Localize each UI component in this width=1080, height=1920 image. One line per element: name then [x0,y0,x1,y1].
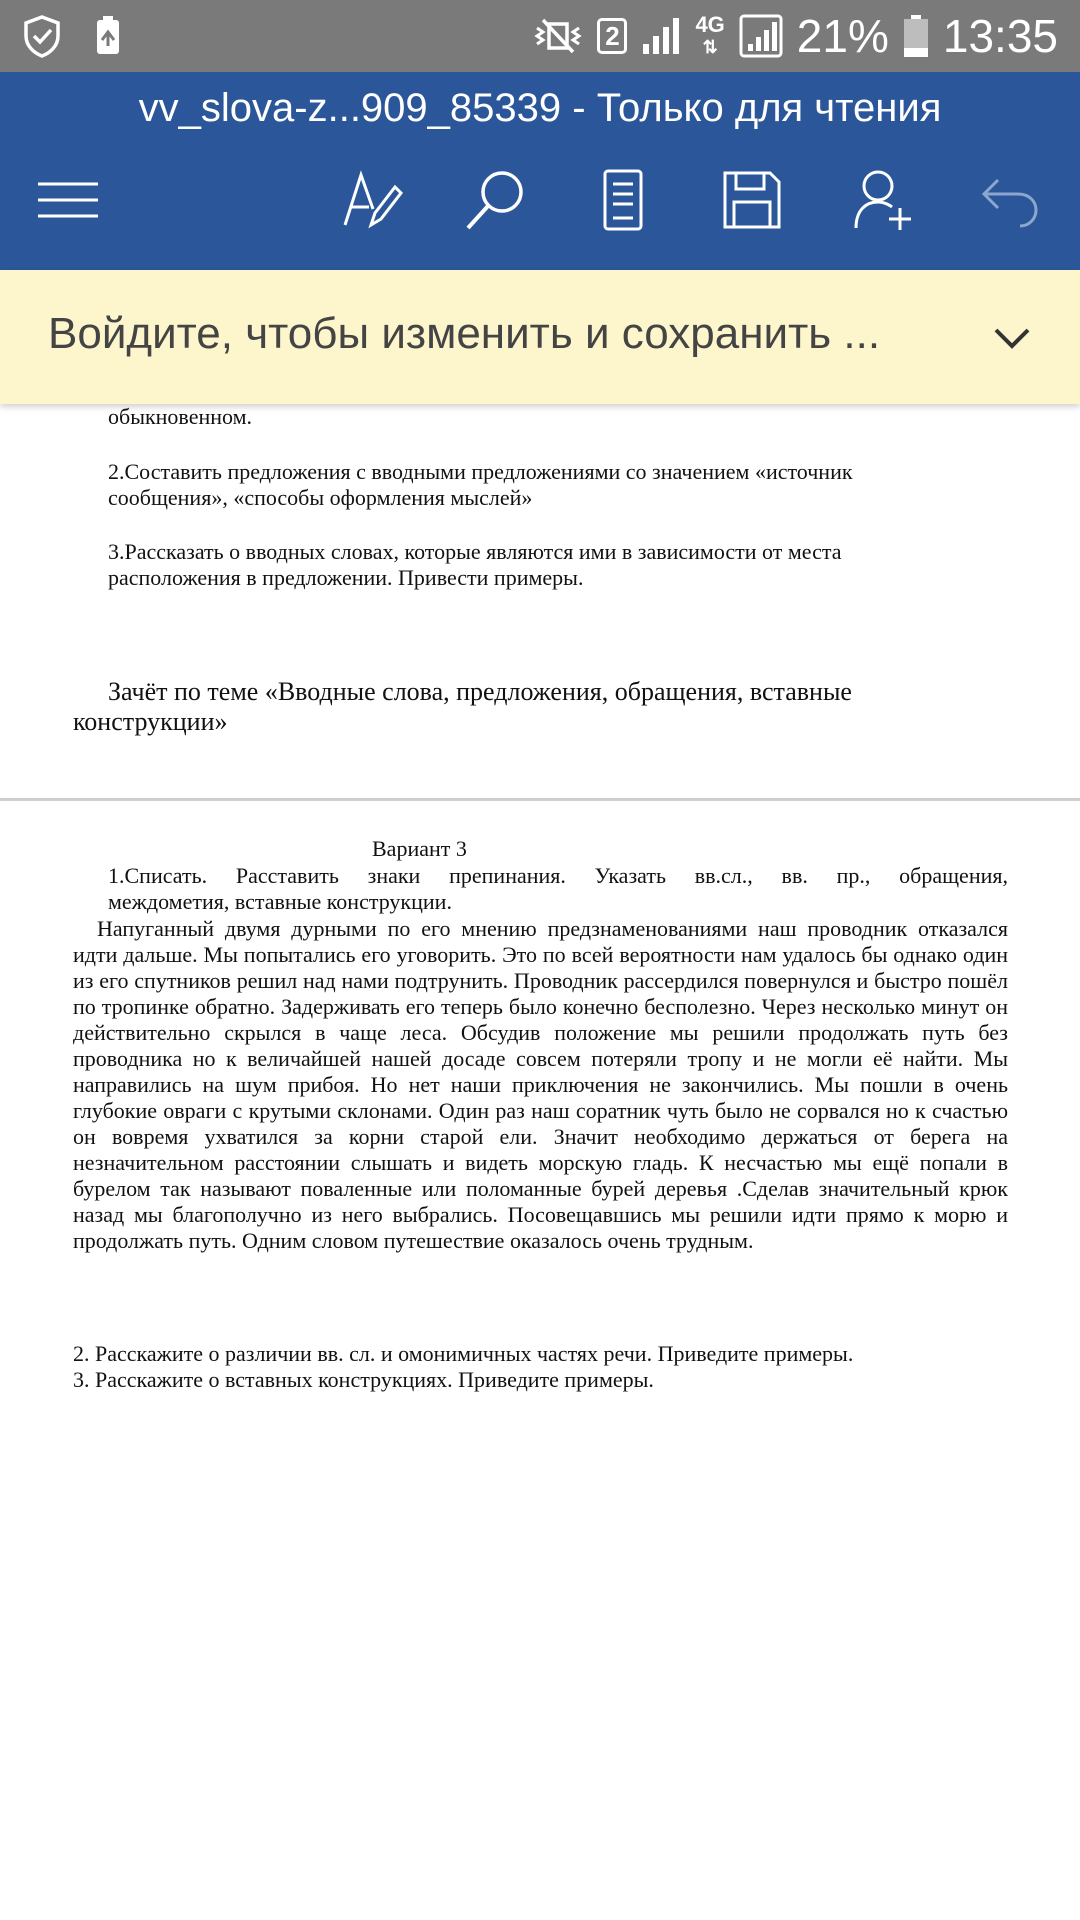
share-button[interactable] [846,162,922,238]
signal-icon [641,16,681,56]
document-title: vv_slova-z...909_85339 - Только для чтения [138,86,942,130]
doc-item-2: 2.Составить предложения с вводными предложениями со значением «источник сообщения», «способы оформления мыслей» [108,459,853,510]
data-arrows-icon: ⇅ [702,37,718,57]
edit-button[interactable] [334,162,410,238]
task-1-line-1: 1.Списать. Расставить знаки препинания. Указать вв.сл., вв. пр., обращения, [108,863,1008,888]
doc-heading-line-1: Зачёт по теме «Вводные слова, предложения, обращения, вставные [108,677,852,706]
document-page-1 [0,404,1080,798]
sign-in-banner[interactable] [0,270,1080,404]
signal-boxed-icon [739,14,783,58]
mobile-view-icon [601,168,645,232]
task-1-line-2: междометия, вставные конструкции. [108,889,452,914]
undo-button[interactable] [972,162,1048,238]
undo-icon [980,172,1040,228]
doc-item-3: 3.Рассказать о вводных словах, которые являются ими в зависимости от места расположения в предложении. Привести примеры. [108,539,842,590]
battery-percent: 21% [796,10,889,62]
sign-in-banner-text[interactable]: Войдите, чтобы изменить и сохранить ... [48,309,881,358]
hamburger-icon [36,180,100,220]
save-icon [722,170,782,230]
save-button[interactable] [714,162,790,238]
status-bar [0,0,1080,72]
search-icon [464,168,528,232]
battery-icon [903,14,929,58]
variant-title: Вариант 3 [372,836,467,861]
search-button[interactable] [458,162,534,238]
toolbar [0,152,1080,248]
task-2: 2. Расскажите о различии вв. сл. и омонимичных частях речи. Приведите примеры. [73,1341,854,1366]
vibrate-mute-icon [533,16,583,56]
shield-check-icon [22,14,62,58]
doc-heading-line-2: конструкции» [73,707,228,736]
exercise-paragraph: Напуганный двумя дурными по его мнению предзнаменованиями наш проводник отказался идти дальше. Мы попытались его уговорить. Это по всей вероятности нам удалось бы однако один из его спутников решил над нами подтрунить. Проводник рассердился повернулся и быстро пошёл по тропинке обратно. Задерживать его теперь было конечно бесполезно. Через несколько минут он действительно скрылся в чаще леса. Обсудив положение мы решили продолжать путь без проводника но к величайшей нашей досаде совсем потеряли тропу и не могли её найти. Мы направились на шум прибоя. Но нет наши приключения не закончились. Мы пошли в очень глубокие овраги с крутыми склонами. Один раз наш соратник чуть было не сорвался но к счастью он вовремя ухватился за корни старой ели. Значит необходимо держаться от берега на незначительном расстоянии слышать и видеть морскую гладь. К несчастью мы ещё попали в бурелом так называют поваленные или поломанные бурей деревья .Сделав значительный крюк назад мы благополучно из него выбрались. Посовещавшись мы решили идти прямо к морю и продолжать путь. Одним словом путешествие оказалось очень трудным. [73,916,1008,1253]
document-page-2 [0,801,1080,1920]
chevron-down-icon [992,326,1032,350]
banner-expand-button[interactable] [984,310,1040,366]
sim-slot-badge: 2 [597,18,627,54]
app-bar [0,72,1080,270]
network-type: 4G ⇅ [695,12,725,57]
recycle-battery-icon [88,14,128,58]
task-3: 3. Расскажите о вставных конструкциях. Приведите примеры. [73,1367,654,1392]
menu-button[interactable] [30,162,106,238]
add-person-icon [852,168,916,232]
doc-line-cut: обыкновенном. [108,404,253,429]
reading-view-button[interactable] [585,162,661,238]
clock: 13:35 [942,10,1058,62]
font-pen-icon [341,169,403,231]
